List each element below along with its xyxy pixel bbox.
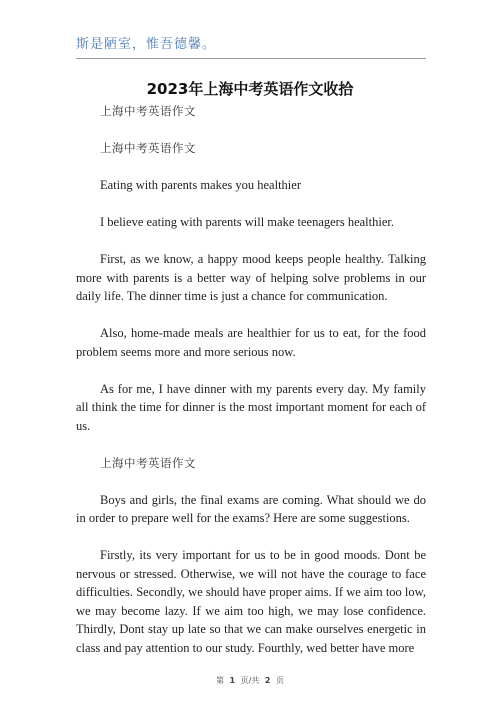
document-body: [76, 102, 426, 676]
paragraph: Also, home-made meals are healthier for us to eat, for the food problem seems more and more serious now.: [76, 326, 426, 359]
footer-suffix: 页: [276, 676, 285, 685]
header-motto: 斯是陋室，惟吾德馨。: [76, 37, 217, 52]
paragraph: First, as we know, a happy mood keeps people healthy. Talking more with parents is a better way of helping solve problems in our daily life. The dinner time is just a chance for communication.: [76, 252, 426, 303]
footer-prefix: 第: [215, 676, 224, 685]
paragraph: As for me, I have dinner with my parents every day. My family all think the time for dinner is the most important moment for each of us.: [76, 381, 426, 433]
paragraph: I believe eating with parents will make teenagers healthier.: [100, 215, 394, 229]
footer-total-pages: 2: [264, 676, 271, 685]
footer-page-number: 1: [229, 676, 236, 685]
paragraph-heading: 上海中考英语作文: [100, 141, 196, 155]
paragraph-heading: 上海中考英语作文: [100, 455, 196, 470]
page-footer: [0, 675, 500, 686]
page-header: [76, 33, 426, 59]
document-title: 2023年上海中考英语作文收拾: [146, 80, 354, 98]
paragraph: Firstly, its very important for us to be in good moods. Dont be nervous or stressed. Otherwise, we will not have the courage to face difficulties. Secondly, we should have proper aims. If we aim too low, we may become lazy. If we aim too high, we may lose confidence. Thirdly, Dont stay up late so that we can make ourselves energetic in class and pay attention to our study. Fourthly, wed better have more: [76, 548, 426, 655]
footer-mid: 页/共: [240, 676, 260, 685]
paragraph: Boys and girls, the final exams are coming. What should we do in order to prepare well for the exams? Here are some suggestions.: [76, 492, 426, 525]
paragraph-heading: 上海中考英语作文: [100, 104, 196, 118]
paragraph: Eating with parents makes you healthier: [100, 178, 301, 192]
